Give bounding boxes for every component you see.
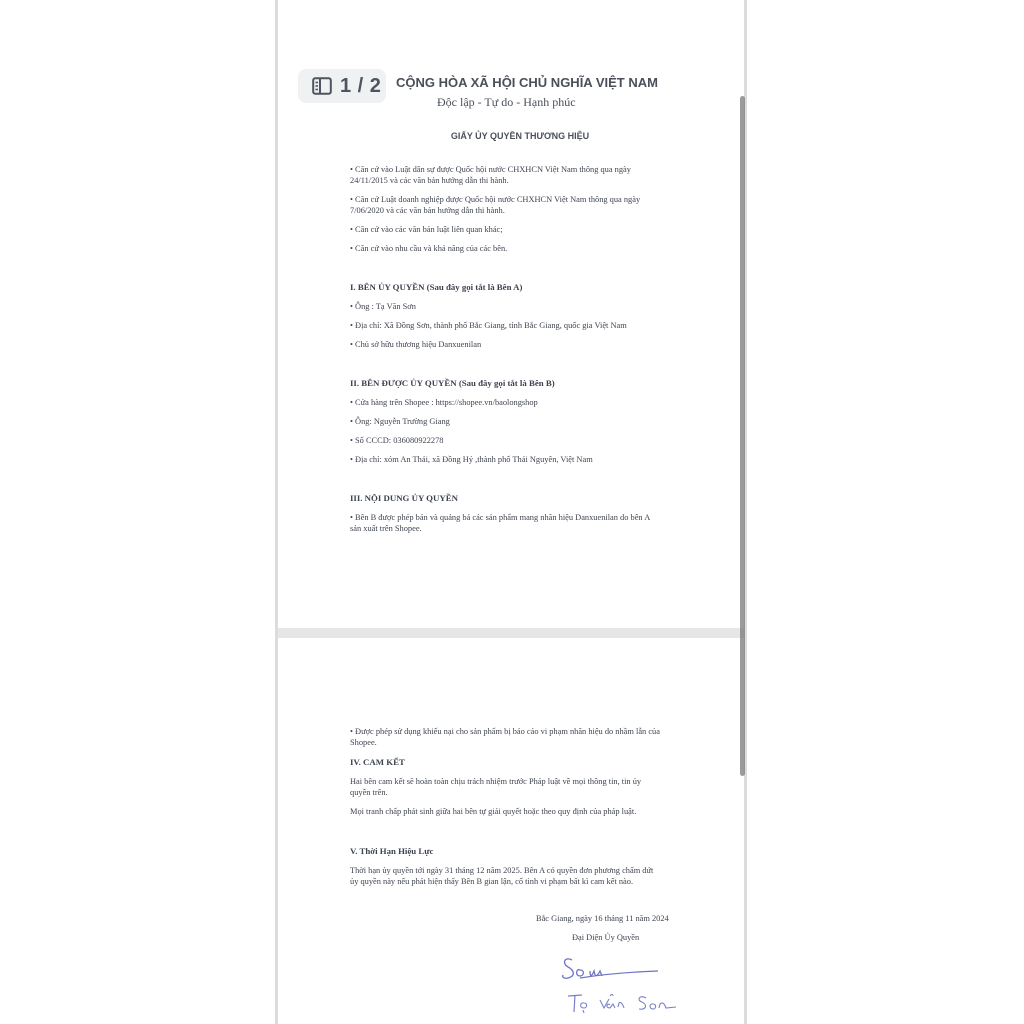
document-title-text: GIẤY ỦY QUYỀN THƯƠNG HIỆU (450, 131, 590, 141)
section-line: • Ông: Nguyễn Trường Giang (350, 417, 450, 426)
preamble-line: • Căn cứ vào nhu cầu và khả năng của các bên. (350, 244, 508, 253)
preamble-line: 7/06/2020 và các văn bản hướng dẫn thi hành. (350, 206, 505, 215)
section-line: Shopee. (350, 738, 377, 747)
handwritten-signature (560, 950, 690, 1020)
page-separator (278, 628, 744, 638)
section-line: • Ông : Tạ Văn Sơn (350, 302, 416, 311)
preamble-line: • Căn cứ vào các văn bản luật liên quan khác; (350, 225, 503, 234)
section-heading: II. BÊN ĐƯỢC ỦY QUYỀN (Sau đây gọi tắt là Bên B) (350, 378, 555, 388)
place-and-date: Bắc Giang, ngày 16 tháng 11 năm 2024 (536, 914, 669, 923)
page-number-label: 1 / 2 (340, 74, 382, 97)
section-line: • Được phép sử dụng khiếu nại cho sản phẩm bị báo cáo vi phạm nhãn hiệu do nhầm lẫn của (350, 727, 660, 736)
section-heading: V. Thời Hạn Hiệu Lực (350, 846, 434, 856)
section-line: • Số CCCD: 036080922278 (350, 436, 444, 445)
preamble-line: • Căn cứ Luật doanh nghiệp được Quốc hội nước CHXHCN Việt Nam thông qua ngày (350, 195, 641, 204)
section-line: Mọi tranh chấp phát sinh giữa hai bên tự giải quyết hoặc theo quy định của pháp luật. (350, 807, 637, 816)
national-title: CỘNG HÒA XÃ HỘI CHỦ NGHĨA VIỆT NAM (396, 75, 658, 90)
preamble-line: • Căn cứ vào Luật dân sự được Quốc hội nước CHXHCN Việt Nam thông qua ngày (350, 165, 631, 174)
section-line: • Địa chỉ: Xã Đồng Sơn, thành phố Bắc Giang, tỉnh Bắc Giang, quốc gia Việt Nam (350, 321, 627, 330)
representative-label: Đại Diện Ủy Quyền (572, 933, 640, 942)
document-title (0, 131, 1024, 141)
section-line: • Cửa hàng trên Shopee : https://shopee.vn/baolongshop (350, 398, 538, 407)
section-heading: I. BÊN ỦY QUYỀN (Sau đây gọi tắt là Bên A) (350, 282, 523, 292)
section-line: Hai bên cam kết sẽ hoàn toàn chịu trách nhiệm trước Pháp luật về mọi thông tin, tin ủy (350, 777, 642, 786)
page-indicator[interactable] (298, 69, 386, 103)
section-heading: III. NỘI DUNG ỦY QUYỀN (350, 493, 458, 503)
section-line: Thời hạn ủy quyền tới ngày 31 tháng 12 năm 2025. Bên A có quyền đơn phương chấm dứt (350, 866, 654, 875)
section-line: • Địa chỉ: xóm An Thái, xã Đồng Hỷ ,thành phố Thái Nguyên, Việt Nam (350, 455, 593, 464)
national-motto: Độc lập - Tự do - Hạnh phúc (437, 95, 576, 109)
section-heading: IV. CAM KẾT (350, 757, 405, 767)
vertical-scrollbar[interactable] (740, 96, 745, 776)
section-line: • Chủ sở hữu thương hiệu Danxuenilan (350, 340, 482, 349)
section-line: ủy quyền này nếu phát hiện thấy Bên B gian lận, cố tình vi phạm bất kì cam kết nào. (350, 877, 634, 886)
preamble-line: 24/11/2015 và các văn bản hướng dẫn thi hành. (350, 176, 509, 185)
section-line: • Bên B được phép bán và quảng bá các sản phẩm mang nhãn hiệu Danxuenilan do bên A (350, 513, 651, 522)
section-line: quyền trên. (350, 788, 388, 797)
document-pages-icon (312, 77, 332, 95)
section-line: sản xuất trên Shopee. (350, 524, 422, 533)
